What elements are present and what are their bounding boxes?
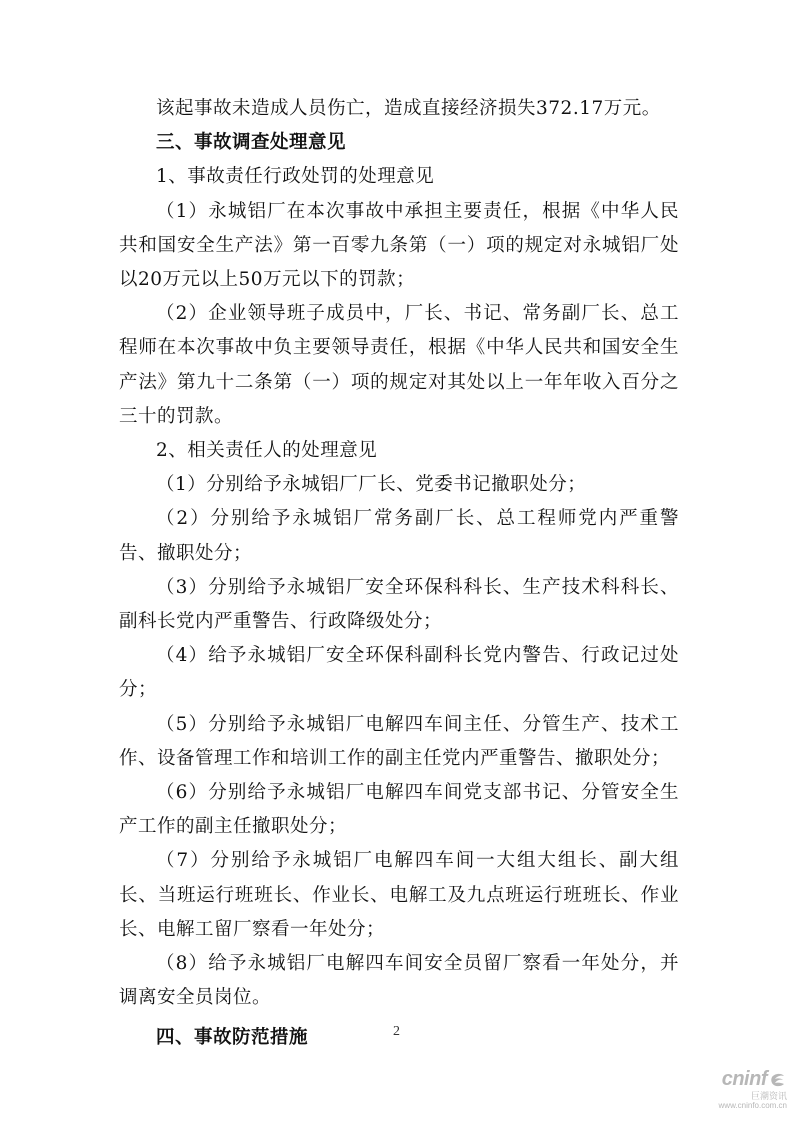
page-number: 2 <box>393 1024 400 1039</box>
section-heading-3: 三、事故调查处理意见 <box>156 132 347 154</box>
watermark-sub-text: 巨潮资讯 <box>750 1091 787 1101</box>
responsibility-item-2: （2）分别给予永城铝厂常务副厂长、总工程师党内严重警告、撤职处分； <box>119 508 679 564</box>
subsection-heading-2: 2、相关责任人的处理意见 <box>156 440 378 462</box>
watermark-url: www.cninfo.com.cn <box>718 1101 787 1110</box>
responsibility-item-7: （7）分别给予永城铝厂电解四车间一大组大组长、副大组长、当班运行班班长、作业长、电解工及九点班运行班班长、作业长、电解工留厂察看一年处分； <box>119 850 679 940</box>
responsibility-item-1: （1）分别给予永城铝厂厂长、党委书记撤职处分； <box>156 474 587 496</box>
cninfo-logo-icon <box>769 1071 787 1089</box>
penalty-item-1: （1）永城铝厂在本次事故中承担主要责任，根据《中华人民共和国安全生产法》第一百零九条第（一）项的规定对永城铝厂处以20万元以上50万元以下的罚款； <box>119 200 679 291</box>
section-heading-4: 四、事故防范措施 <box>156 1027 309 1049</box>
document-body <box>119 92 679 1056</box>
cninfo-watermark <box>695 1068 787 1114</box>
subsection-heading-1: 1、事故责任行政处罚的处理意见 <box>156 166 435 188</box>
responsibility-item-4: （4）给予永城铝厂安全环保科副科长党内警告、行政记过处分； <box>119 645 679 701</box>
paragraph-intro: 该起事故未造成人员伤亡，造成直接经济损失372.17万元。 <box>156 98 661 119</box>
responsibility-item-3: （3）分别给予永城铝厂安全环保科科长、生产技术科科长、副科长党内严重警告、行政降级处分； <box>119 576 679 633</box>
watermark-logo-text: cninf <box>721 1068 767 1090</box>
responsibility-item-8: （8）给予永城铝厂电解四车间安全员留厂察看一年处分，并调离安全员岗位。 <box>119 953 679 1009</box>
penalty-item-2: （2）企业领导班子成员中，厂长、书记、常务副厂长、总工程师在本次事故中负主要领导责任，根据《中华人民共和国安全生产法》第九十二条第（一）项的规定对其处以上一年年收入百分之三十的罚款。 <box>119 303 679 427</box>
responsibility-item-6: （6）分别给予永城铝厂电解四车间党支部书记、分管安全生产工作的副主任撤职处分； <box>119 782 679 838</box>
responsibility-item-5: （5）分别给予永城铝厂电解四车间主任、分管生产、技术工作、设备管理工作和培训工作的副主任党内严重警告、撤职处分； <box>119 713 679 769</box>
